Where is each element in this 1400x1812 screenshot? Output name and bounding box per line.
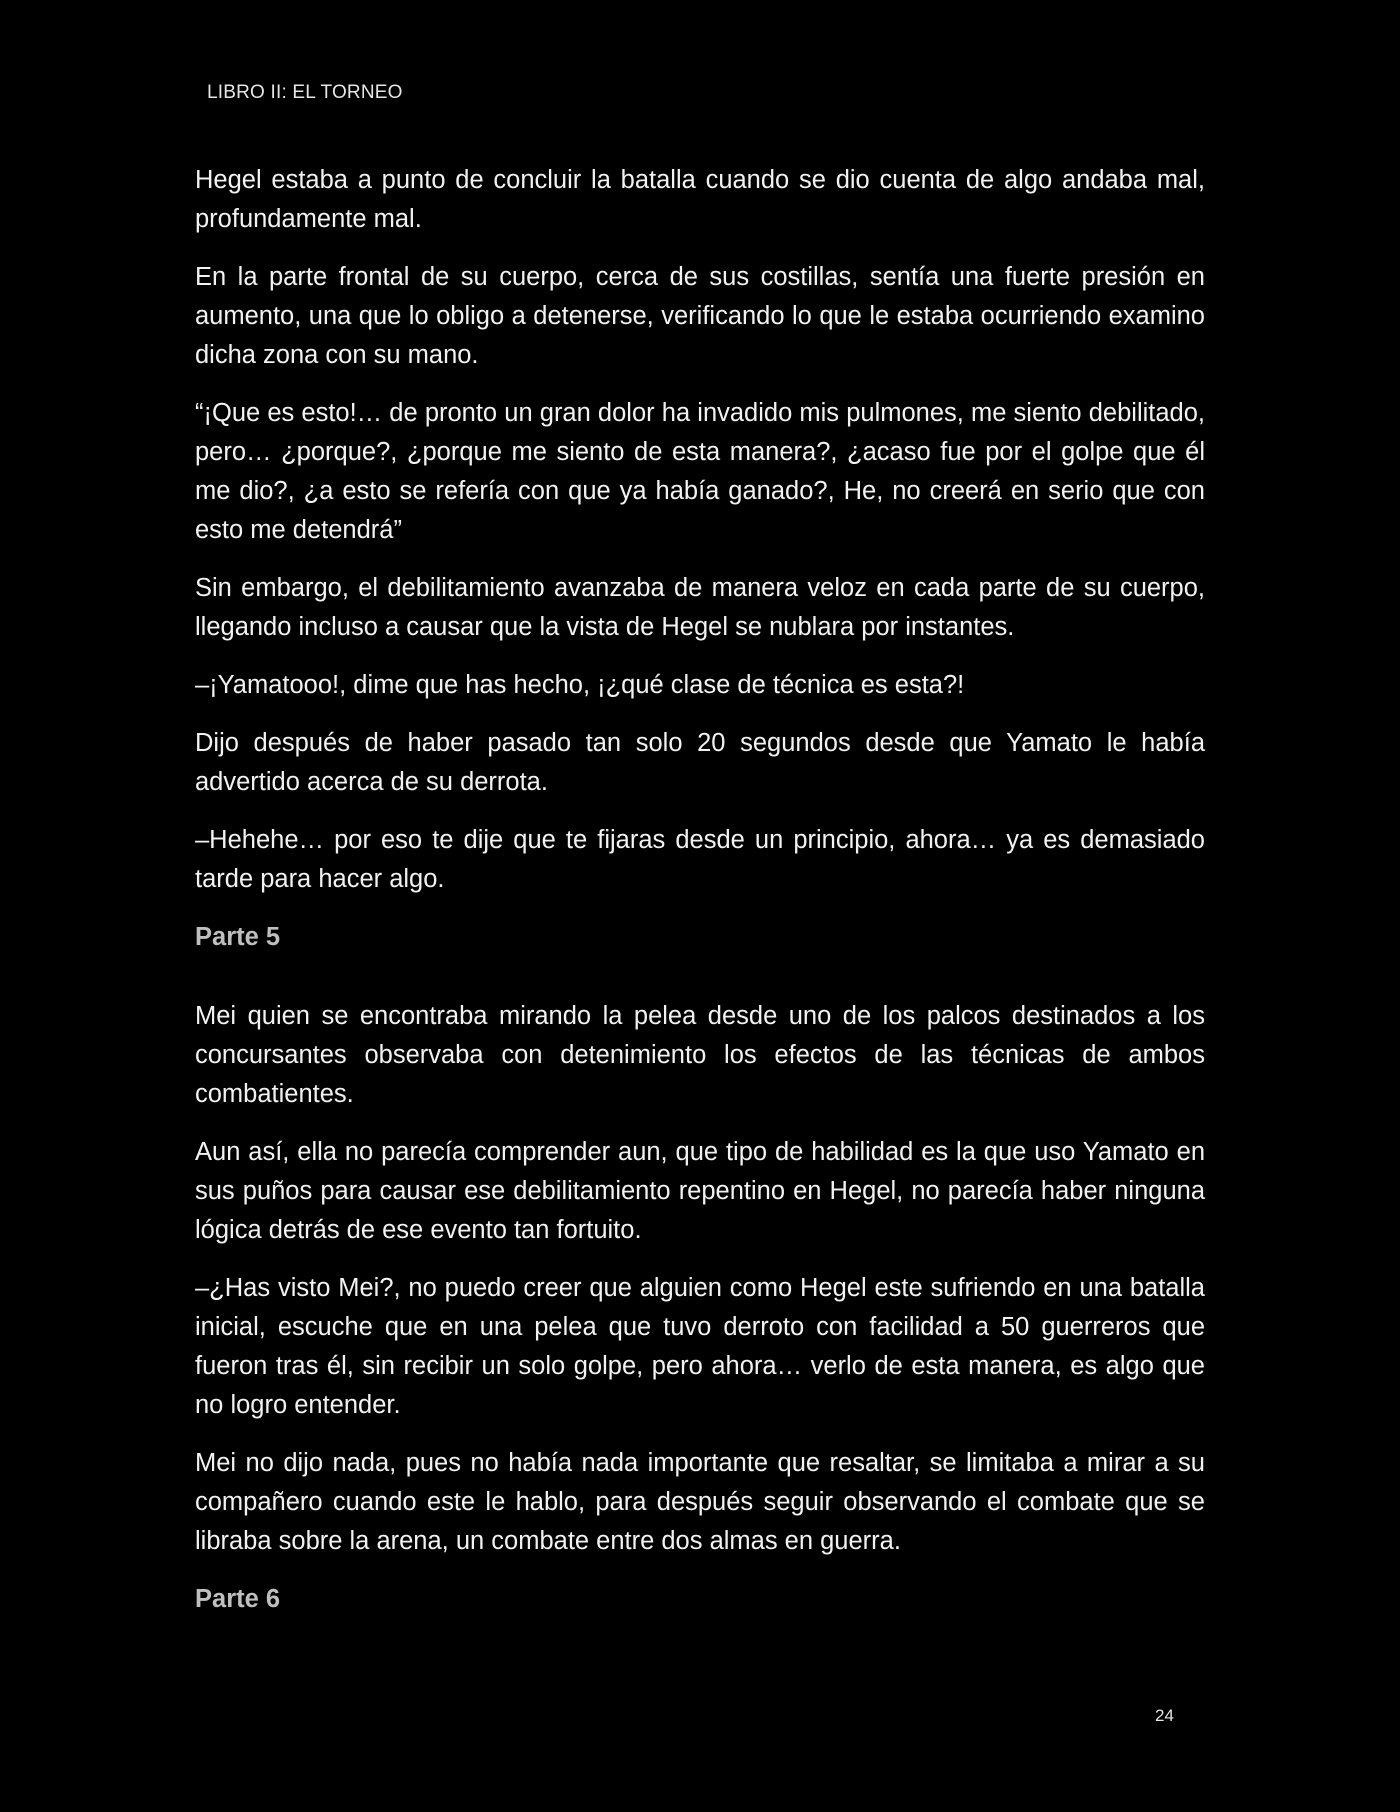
page-number: 24	[1155, 1706, 1174, 1725]
dialogue-line: –¿Has visto Mei?, no puedo creer que alguien como Hegel este sufriendo en una batalla inicial, escuche que en una pelea que tuvo derroto con facilidad a 50 guerreros que fueron tras él, sin recibir un solo golpe, pero ahora… verlo de esta manera, es algo que no logro entender.	[195, 1274, 1205, 1419]
running-header: LIBRO II: EL TORNEO	[207, 82, 403, 103]
paragraph: Hegel estaba a punto de concluir la batalla cuando se dio cuenta de algo andaba mal, profundamente mal.	[195, 166, 1205, 233]
paragraph: Sin embargo, el debilitamiento avanzaba de manera veloz en cada parte de su cuerpo, llegando incluso a causar que la vista de Hegel se nublara por instantes.	[195, 574, 1205, 641]
paragraph: Mei quien se encontraba mirando la pelea desde uno de los palcos destinados a los concursantes observaba con detenimiento los efectos de las técnicas de ambos combatientes.	[195, 1002, 1205, 1108]
paragraph: Aun así, ella no parecía comprender aun, que tipo de habilidad es la que uso Yamato en sus puños para causar ese debilitamiento repentino en Hegel, no parecía haber ninguna lógica detrás de ese evento tan fortuito.	[195, 1138, 1205, 1244]
section-heading-part-5: Parte 5	[195, 923, 281, 951]
dialogue-line: –¡Yamatooo!, dime que has hecho, ¡¿qué clase de técnica es esta?!	[195, 671, 965, 699]
paragraph: “¡Que es esto!… de pronto un gran dolor ha invadido mis pulmones, me siento debilitado, pero… ¿porque?, ¿porque me siento de esta manera?, ¿acaso fue por el golpe que él me dio?, ¿a esto se refería con que ya había ganado?, He, no creerá en serio que con esto me detendrá”	[195, 399, 1205, 544]
dialogue-line: –Hehehe… por eso te dije que te fijaras desde un principio, ahora… ya es demasiado tarde para hacer algo.	[195, 826, 1205, 893]
section-heading-part-6: Parte 6	[195, 1585, 281, 1613]
paragraph: Mei no dijo nada, pues no había nada importante que resaltar, se limitaba a mirar a su compañero cuando este le hablo, para después seguir observando el combate que se libraba sobre la arena, un combate entre dos almas en guerra.	[195, 1449, 1205, 1555]
body-text	[195, 161, 1205, 1619]
paragraph: En la parte frontal de su cuerpo, cerca de sus costillas, sentía una fuerte presión en aumento, una que lo obligo a detenerse, verificando lo que le estaba ocurriendo examino dicha zona con su mano.	[195, 263, 1205, 369]
paragraph: Dijo después de haber pasado tan solo 20 segundos desde que Yamato le había advertido acerca de su derrota.	[195, 729, 1205, 796]
